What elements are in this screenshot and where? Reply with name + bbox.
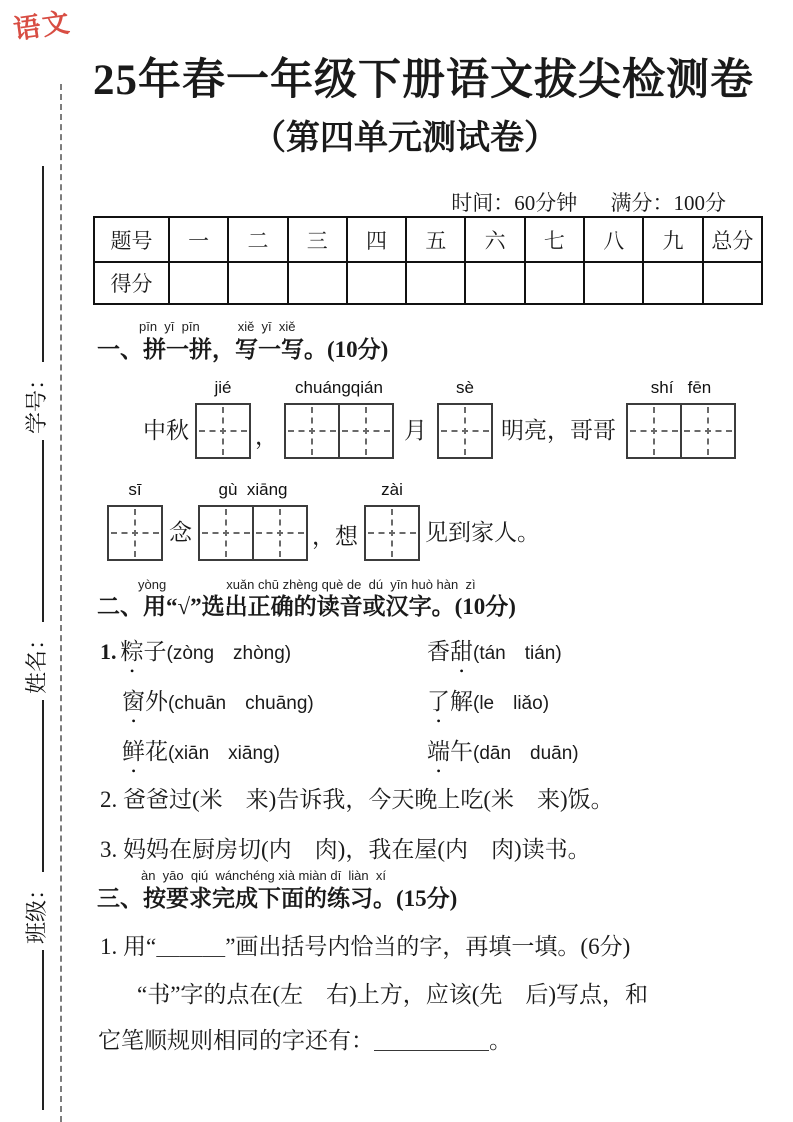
fold-dashed-line: [60, 84, 62, 1122]
writing-grid: [284, 403, 394, 459]
header-cell-8: 八: [584, 217, 643, 262]
grid-unit-zai: [364, 480, 420, 561]
section2-title: 二、用“√”选出正确的读音或汉字。(10分): [97, 594, 516, 619]
grid-cell: [680, 405, 734, 457]
pinyin-jie: jié: [214, 378, 232, 397]
score-cell: [288, 262, 347, 304]
score-cell: [703, 262, 762, 304]
grid-cell: [338, 405, 392, 457]
section3-item1-line3: 它笔顺规则相同的字还有：＿＿＿＿＿。: [98, 1028, 512, 1053]
pinyin-guxiang: gù xiāng: [218, 480, 288, 499]
content-column: [93, 0, 763, 1122]
section3-pinyin: àn yāo qiú wánchéng xià miàn dī liàn xí: [141, 868, 386, 883]
word-pair: 粽子: [120, 639, 167, 664]
row1-text-yue: 月: [404, 418, 427, 443]
header-cell-4: 四: [347, 217, 406, 262]
section2-item3: 3. 妈妈在厨房切(内 肉)，我在屋(内 肉)读书。: [100, 837, 591, 862]
header-cell-total: 总分: [703, 217, 762, 262]
score-table: [93, 216, 763, 305]
section2-pinyin: yòng xuǎn chū zhèng què de dú yīn huò hàn zì: [138, 577, 476, 592]
subject-stamp: 语文: [11, 7, 74, 45]
score-row-label: 得分: [94, 262, 169, 304]
writing-grid: [626, 403, 736, 459]
pinyin-shifen: shí fēn: [650, 378, 712, 397]
score-cell: [228, 262, 287, 304]
pinyin-options: (le liǎo): [473, 693, 550, 714]
score-table-header-row: [94, 217, 762, 262]
pinyin-si: sī: [128, 480, 142, 499]
header-cell-3: 三: [288, 217, 347, 262]
id-blank-top: [28, 166, 44, 362]
pinyin-options: (tán tián): [473, 643, 562, 664]
score-cell: [584, 262, 643, 304]
section1-pinyin: pīn yī pīn xiě yī xiě: [139, 319, 296, 334]
grid-cell: [109, 507, 161, 559]
time-limit: 时间：60分钟: [451, 191, 578, 215]
grid-cell: [628, 405, 680, 457]
writing-grid: [437, 403, 493, 459]
name-label: 姓名：: [24, 627, 49, 694]
score-cell: [525, 262, 584, 304]
row1-comma: ，: [255, 424, 278, 449]
row2-text-xiang: ，想: [312, 524, 358, 549]
id-blank: [28, 440, 44, 622]
header-cell-2: 二: [228, 217, 287, 262]
pinyin-zai: zài: [381, 480, 403, 499]
word-pair-row: [100, 683, 579, 716]
section3-item1-line1: 1. 用“＿＿＿”画出括号内恰当的字，再填一填。(6分): [100, 934, 631, 959]
pinyin-options: (xiān xiāng): [168, 743, 280, 764]
score-cell: [169, 262, 228, 304]
score-cell: [643, 262, 702, 304]
writing-grid: [195, 403, 251, 459]
pinyin-options: (zòng zhòng): [166, 643, 292, 664]
section3-item1-line2: “书”字的点在(左 右)上方，应该(先 后)写点，和: [137, 982, 649, 1007]
grid-cell: [366, 507, 418, 559]
pinyin-se: sè: [456, 378, 474, 397]
section2-item1: [100, 633, 579, 783]
header-cell-6: 六: [465, 217, 524, 262]
score-cell: [465, 262, 524, 304]
header-cell-1: 一: [169, 217, 228, 262]
grid-unit-shifen: [626, 378, 736, 459]
score-cell: [347, 262, 406, 304]
student-info-margin: [20, 160, 51, 1116]
grid-cell: [200, 507, 252, 559]
full-score: 满分：100分: [610, 191, 726, 215]
id-label: 学号：: [24, 367, 49, 434]
word-pair-row: [100, 633, 579, 666]
row1-text-mingliang: 明亮，哥哥: [501, 418, 616, 443]
grid-cell: [439, 405, 491, 457]
word-pair: 鲜花: [122, 739, 168, 764]
writing-grid: [107, 505, 163, 561]
row2-text-jiandao: 见到家人。: [425, 520, 540, 545]
grid-cell: [286, 405, 338, 457]
word-pair: 了解: [427, 689, 473, 714]
header-cell-5: 五: [406, 217, 465, 262]
grid-unit-chuangqian: [284, 378, 394, 459]
header-cell-question-no: 题号: [94, 217, 169, 262]
pinyin-chuangqian: chuángqián: [295, 378, 383, 397]
class-label: 班级：: [24, 877, 49, 944]
writing-grid: [198, 505, 308, 561]
pinyin-options: (dān duān): [473, 743, 579, 764]
class-blank: [28, 950, 44, 1110]
exam-meta: [93, 187, 726, 217]
writing-row-1: [143, 378, 736, 459]
word-pair-row: [100, 733, 579, 766]
section3-title: 三、按要求完成下面的练习。(15分): [97, 886, 458, 911]
grid-unit-jie: [195, 378, 251, 459]
word-pair: 香甜: [427, 639, 473, 664]
writing-row-2: [107, 480, 540, 561]
grid-cell: [197, 405, 249, 457]
name-blank: [28, 700, 44, 872]
grid-unit-se: [437, 378, 493, 459]
row1-text-zhongqiu: 中秋: [143, 418, 189, 443]
page-subtitle: （第四单元测试卷）: [252, 120, 558, 157]
pinyin-options: (chuān chuāng): [168, 693, 314, 714]
item1-number: 1.: [100, 639, 117, 664]
grid-cell: [252, 507, 306, 559]
section1-title: 一、拼一拼，写一写。(10分): [97, 337, 389, 362]
header-cell-7: 七: [525, 217, 584, 262]
page-title: 25年春一年级下册语文拔尖检测卷: [93, 57, 754, 104]
grid-unit-guxiang: [198, 480, 308, 561]
row2-text-nian: 念: [169, 520, 192, 545]
grid-unit-si: [107, 480, 163, 561]
score-cell: [406, 262, 465, 304]
writing-grid: [364, 505, 420, 561]
section2-item2: 2. 爸爸过(米 来)告诉我，今天晚上吃(米 来)饭。: [100, 787, 614, 812]
word-pair: 端午: [427, 739, 473, 764]
score-table-score-row: [94, 262, 762, 304]
header-cell-9: 九: [643, 217, 702, 262]
word-pair: 窗外: [122, 689, 168, 714]
